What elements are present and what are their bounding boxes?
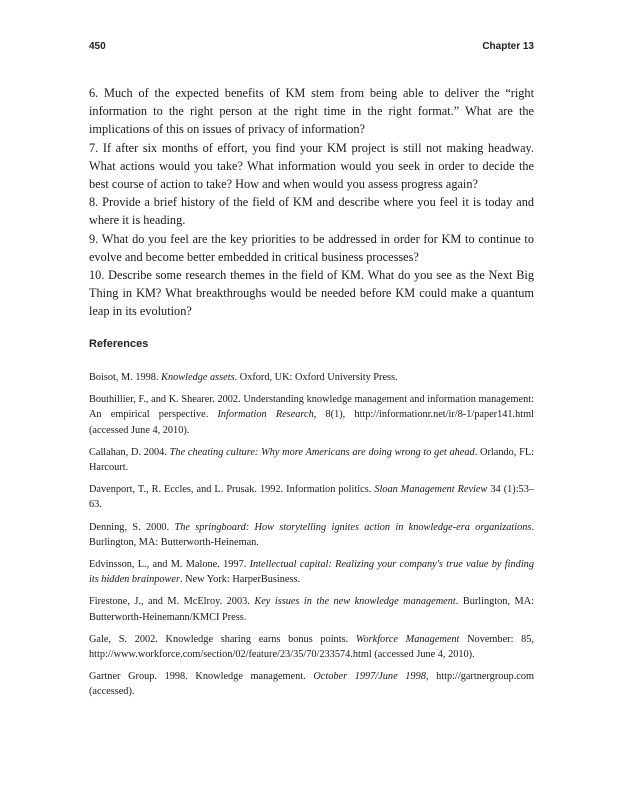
reference-text: Boisot, M. 1998. — [89, 372, 162, 383]
reference-title: Information Research — [217, 409, 314, 421]
chapter-label: Chapter 13 — [482, 41, 534, 52]
reference-text: Callahan, D. 2004. — [89, 446, 170, 458]
reference-text: Denning, S. 2000. — [89, 521, 175, 533]
reference-title: Workforce Management — [355, 633, 460, 645]
reference-title: Sloan Management Review — [374, 484, 488, 496]
reference-text: http://gartnergroup.com (accessed). — [89, 671, 534, 698]
reference-entry — [89, 370, 534, 385]
reference-entry — [89, 520, 534, 550]
reference-entry — [89, 557, 534, 587]
reference-entry — [89, 392, 534, 438]
reference-title: The springboard: How storytelling ignites action in knowledge-era organizations — [174, 521, 532, 533]
reference-text: . New York: HarperBusiness. — [179, 574, 301, 586]
reference-text: 34 (1):53–63. — [89, 484, 535, 511]
reference-entry — [89, 594, 534, 624]
references-list — [89, 370, 534, 707]
running-head — [89, 41, 534, 52]
reference-title: Knowledge assets — [161, 372, 235, 383]
reference-entry — [89, 445, 534, 475]
reference-title: The cheating culture: Why more Americans are doing wrong to get ahead — [169, 446, 475, 458]
question-item: 8. Provide a brief history of the field of KM and describe where you feel it is today and where it is heading. — [89, 195, 534, 228]
reference-entry — [89, 669, 534, 699]
reference-title: Intellectual capital: Realizing your company's true value by finding its hidden brainpower — [89, 559, 534, 586]
reference-text: Bouthillier, F., and K. Shearer. 2002. Understanding knowledge management and information management: An empirical perspective. — [89, 394, 534, 421]
discussion-questions — [89, 84, 534, 321]
references-heading: References — [89, 338, 149, 350]
reference-text: Firestone, J., and M. McElroy. 2003. — [89, 596, 255, 608]
reference-text: . Burlington, MA: Butterworth-Heinemann/KMCI Press. — [89, 596, 534, 623]
reference-text: . Orlando, FL: Harcourt. — [89, 446, 534, 474]
book-page — [89, 0, 534, 800]
reference-text: Davenport, T., R. Eccles, and L. Prusak. 1992. Information politics. — [89, 484, 375, 496]
question-item: 10. Describe some research themes in the field of KM. What do you see as the Next Big Thing in KM? What breakthroughs would be needed before KM could make a quantum leap in its evolution? — [89, 268, 534, 319]
reference-entry — [89, 632, 534, 662]
reference-text: Edvinsson, L., and M. Malone. 1997. — [89, 559, 250, 571]
reference-text: . Burlington, MA: Butterworth-Heineman. — [89, 521, 535, 548]
reference-title: Key issues in the new knowledge management — [254, 596, 456, 608]
page-number: 450 — [89, 41, 106, 52]
reference-text: Gale, S. 2002. Knowledge sharing earns bonus points. — [89, 633, 356, 645]
reference-text: . Oxford, UK: Oxford University Press. — [234, 372, 398, 383]
reference-title: October 1997/June 1998, — [313, 671, 429, 683]
question-item: 7. If after six months of effort, you find your KM project is still not making headway. What actions would you take? What information would you seek in order to decide the best course of action to take? How and when would you assess progress again? — [89, 140, 534, 192]
reference-text: , 8(1), http://informationr.net/ir/8-1/paper141.html (accessed June 4, 2010). — [89, 409, 535, 436]
reference-text: November: 85, http://www.workforce.com/section/02/feature/23/35/70/233574.html (accessed June 4, 2010). — [89, 633, 534, 661]
reference-entry — [89, 482, 534, 512]
question-item: 9. What do you feel are the key priorities to be addressed in order for KM to continue to evolve and become better embedded in critical business processes? — [89, 231, 534, 264]
question-item: 6. Much of the expected benefits of KM stem from being able to deliver the “right information to the right person at the right time in the right format.” What are the implications of this on issues of privacy of information? — [89, 86, 534, 137]
reference-text: Gartner Group. 1998. Knowledge management. — [89, 671, 314, 683]
